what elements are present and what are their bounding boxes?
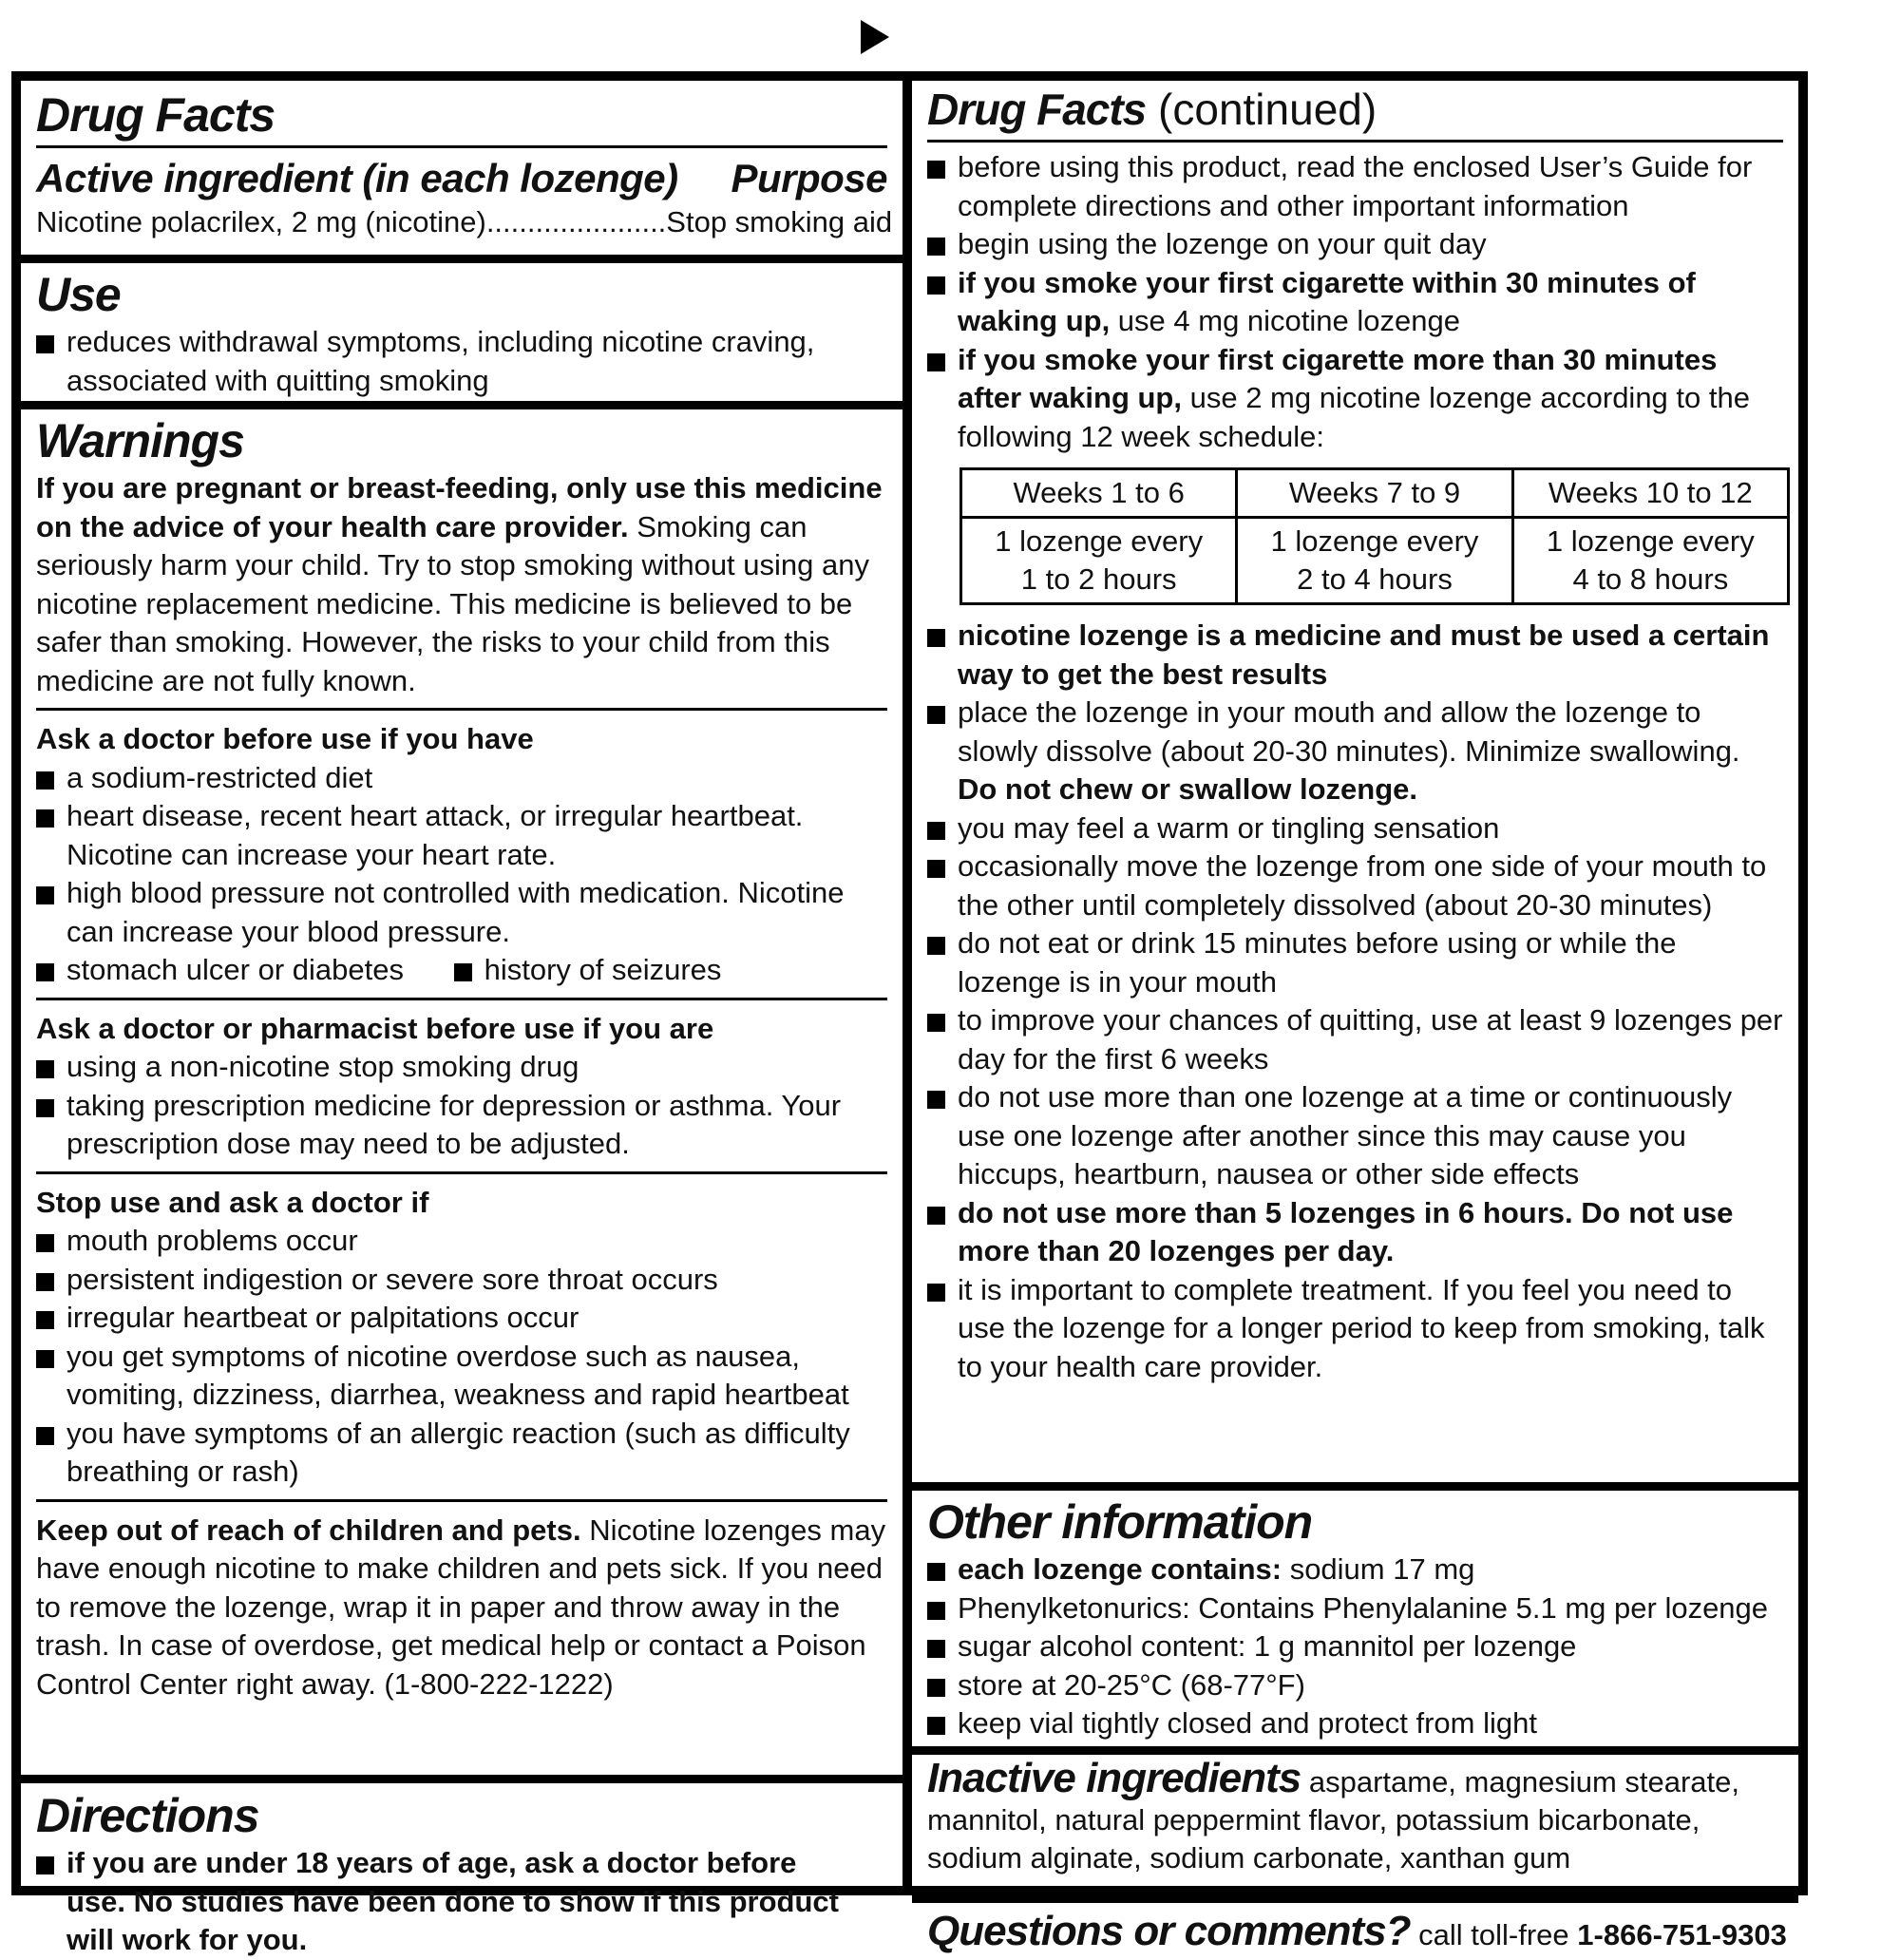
directions-item: do not eat or drink 15 minutes before using or while the lozenge is in your mouth: [927, 924, 1783, 1001]
subsection-rule: [36, 708, 887, 711]
stop-use-item: you have symptoms of an allergic reaction (such as difficulty breathing or rash): [36, 1415, 887, 1492]
warnings-section: [21, 412, 902, 1703]
ask-doctor-item: a sodium-restricted diet: [36, 759, 887, 798]
ingredient-name: Nicotine polacrilex, 2 mg (nicotine): [36, 205, 486, 238]
drug-facts-title: Drug Facts: [36, 88, 276, 142]
stop-use-item: you get symptoms of nicotine overdose such as nausea, vomiting, dizziness, diarrhea, weakness and rapid heartbeat: [36, 1338, 887, 1415]
directions-item: if you smoke your first cigarette within 30 minutes of waking up, use 4 mg nicotine lozenge: [927, 264, 1783, 341]
table-header-cell: Weeks 7 to 9: [1237, 469, 1512, 518]
continued-title: Drug Facts (continued): [927, 85, 1378, 134]
table-cell: 1 lozenge every 4 to 8 hours: [1512, 518, 1788, 604]
directions-item: place the lozenge in your mouth and allow the lozenge to slowly dissolve (about 20-30 minutes). Minimize swallowing. Do not chew or swallow lozenge.: [927, 694, 1783, 809]
pregnancy-warning: If you are pregnant or breast-feeding, only use this medicine on the advice of your health care provider. Smoking can seriously harm your child. Try to stop smoking without using any nicotine replacement medicine. This medicine is believed to be safer than smoking. However, the risks to your child from this medicine are not fully known.: [36, 471, 883, 697]
section-rule: [912, 1746, 1798, 1755]
section-rule: [912, 1482, 1798, 1491]
stop-use-item: mouth problems occur: [36, 1222, 887, 1261]
drug-facts-header: [21, 86, 902, 242]
ask-doctor-item: heart disease, recent heart attack, or irregular heartbeat. Nicotine can increase your heart rate.: [36, 797, 887, 874]
continue-arrow-icon: [861, 20, 889, 54]
subsection-rule: [36, 998, 887, 1000]
directions-item: you may feel a warm or tingling sensation: [927, 809, 1783, 848]
directions-item: nicotine lozenge is a medicine and must be used a certain way to get the best results: [927, 617, 1783, 694]
active-ingredient-row: [36, 203, 893, 242]
table-header-cell: Weeks 10 to 12: [1512, 469, 1788, 518]
table-cell: 1 lozenge every 1 to 2 hours: [961, 518, 1237, 604]
ask-doctor-item: high blood pressure not controlled with medication. Nicotine can increase your blood pressure.: [36, 874, 887, 951]
other-info-item: keep vial tightly closed and protect from light: [927, 1704, 1783, 1743]
other-info-item: store at 20-25°C (68-77°F): [927, 1666, 1783, 1705]
ingredient-purpose: Stop smoking aid: [666, 205, 893, 238]
table-row: [961, 518, 1789, 604]
title-rule: [36, 145, 887, 148]
use-heading: Use: [36, 268, 121, 321]
active-ingredient-header: [36, 154, 887, 203]
directions-item: to improve your chances of quitting, use at least 9 lozenges per day for the first 6 weeks: [927, 1001, 1783, 1078]
directions-item: do not use more than one lozenge at a time or continuously use one lozenge after another since this may cause you hiccups, heartburn, nausea or other side effects: [927, 1078, 1783, 1194]
directions-heading: Directions: [36, 1789, 259, 1842]
directions-item: do not use more than 5 lozenges in 6 hours. Do not use more than 20 lozenges per day.: [927, 1194, 1783, 1271]
inactive-ingredients: [927, 1755, 1783, 1877]
use-section: [21, 266, 902, 400]
toll-free-phone: 1-866-751-9303: [1577, 1918, 1787, 1951]
ask-pharmacist-item: using a non-nicotine stop smoking drug: [36, 1048, 887, 1087]
other-info-item: each lozenge contains: sodium 17 mg: [927, 1551, 1783, 1589]
ask-doctor-item: stomach ulcer or diabetes: [36, 951, 404, 990]
subsection-rule: [36, 1499, 887, 1502]
subsection-rule: [36, 1171, 887, 1174]
section-rule: [21, 255, 902, 263]
stop-use-heading: Stop use and ask a doctor if: [36, 1185, 429, 1219]
directions-item: if you are under 18 years of age, ask a doctor before use. No studies have been done to show if this product will work for you.: [36, 1844, 887, 1960]
other-info-item: Phenylketonurics: Contains Phenylalanine 5.1 mg per lozenge: [927, 1589, 1783, 1628]
directions-item: if you smoke your first cigarette more than 30 minutes after waking up, use 2 mg nicotine lozenge according to the following 12 week schedule:: [927, 341, 1783, 457]
section-rule: [21, 1775, 902, 1783]
leader-dots: ......................: [485, 205, 667, 238]
other-information-heading: Other information: [927, 1495, 1313, 1549]
keep-out-of-reach: Keep out of reach of children and pets. Nicotine lozenges may have enough nicotine to make children and pets sick. If you need to remove the lozenge, wrap it in paper and throw away in the trash. In case of overdose, get medical help or contact a Poison Control Center right away. (1-800-222-1222): [36, 1513, 886, 1701]
drug-facts-continued: [912, 81, 1798, 1386]
stop-use-item: persistent indigestion or severe sore throat occurs: [36, 1261, 887, 1300]
warnings-heading: Warnings: [36, 414, 244, 467]
ask-doctor-item: history of seizures: [454, 951, 722, 990]
other-information-section: [912, 1494, 1798, 1743]
section-rule: [21, 401, 902, 409]
ask-doctor-heading: Ask a doctor before use if you have: [36, 722, 534, 755]
directions-item: before using this product, read the enclosed User’s Guide for complete directions and other important information: [927, 148, 1783, 225]
dosing-schedule-table: [960, 467, 1790, 605]
questions-heading: Questions or comments?: [927, 1908, 1411, 1954]
directions-item: begin using the lozenge on your quit day: [927, 225, 1783, 264]
directions-item: it is important to complete treatment. If you feel you need to use the lozenge for a longer period to keep from smoking, talk to your health care provider.: [927, 1271, 1783, 1387]
column-divider: [902, 71, 912, 1895]
inactive-ingredients-heading: Inactive ingredients: [927, 1755, 1302, 1801]
use-item: reduces withdrawal symptoms, including nicotine craving, associated with quitting smoking: [36, 323, 887, 400]
other-info-item: sugar alcohol content: 1 g mannitol per lozenge: [927, 1627, 1783, 1666]
inactive-ingredients-list: aspartame, magnesium stearate, mannitol, natural peppermint flavor, potassium bicarbonate, sodium alginate, sodium carbonate, xanthan gum: [927, 1765, 1740, 1874]
ask-doctor-inline-items: [36, 951, 887, 990]
stop-use-item: irregular heartbeat or palpitations occur: [36, 1299, 887, 1338]
table-cell: 1 lozenge every 2 to 4 hours: [1237, 518, 1512, 604]
title-rule: [927, 140, 1783, 143]
ask-pharmacist-item: taking prescription medicine for depression or asthma. Your prescription dose may need to be adjusted.: [36, 1087, 887, 1164]
inactive-ingredients-section: [912, 1755, 1798, 1877]
table-header-cell: Weeks 1 to 6: [961, 469, 1237, 518]
directions-section: [21, 1787, 902, 1960]
questions-text: call toll-free: [1410, 1918, 1578, 1951]
ask-pharmacist-heading: Ask a doctor or pharmacist before use if you are: [36, 1011, 714, 1045]
purpose-heading: Purpose: [731, 156, 887, 200]
section-rule: [912, 1894, 1798, 1903]
table-row: [961, 469, 1789, 518]
active-ingredient-heading: Active ingredient (in each lozenge): [36, 156, 678, 200]
directions-item: occasionally move the lozenge from one side of your mouth to the other until completely dissolved (about 20-30 minutes): [927, 847, 1783, 924]
questions-section: [912, 1906, 1798, 1957]
